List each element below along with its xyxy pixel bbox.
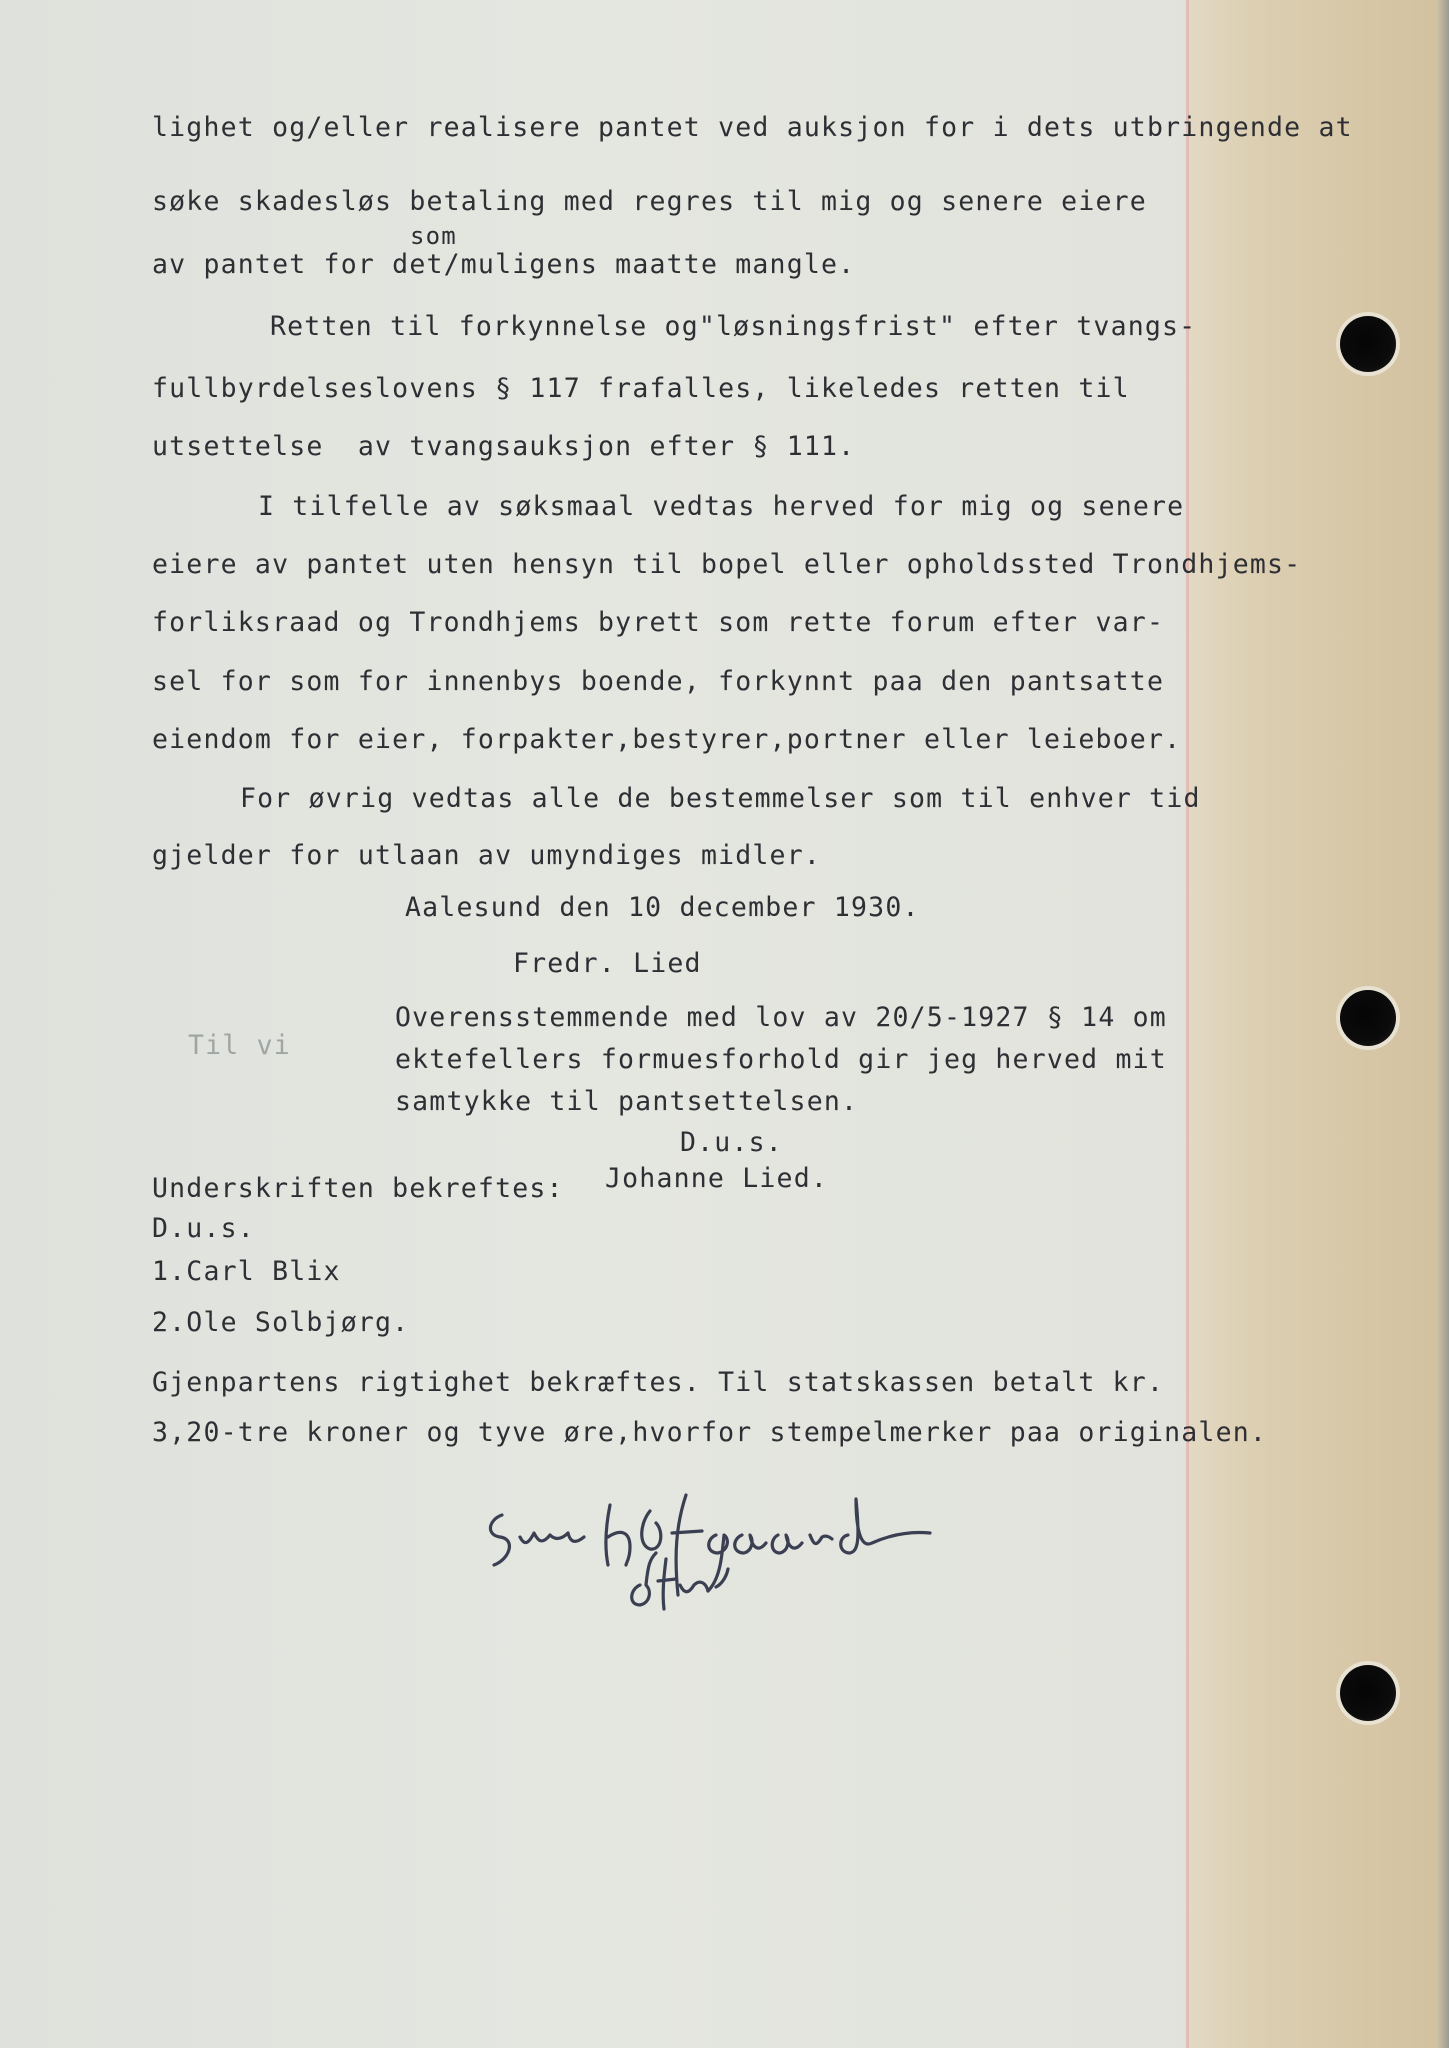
body-line: forliksraad og Trondhjems byrett som rette forum efter var- bbox=[152, 607, 1165, 638]
interlinear-insertion: som bbox=[410, 222, 457, 250]
margin-rule bbox=[1186, 0, 1189, 2048]
witness-line: 2.Ole Solbjørg. bbox=[152, 1307, 410, 1338]
place-date: Aalesund den 10 december 1930. bbox=[405, 892, 920, 923]
body-line: utsettelse av tvangsauksjon efter § 111. bbox=[152, 431, 856, 462]
consent-dus: D.u.s. bbox=[680, 1127, 783, 1158]
body-line: eiendom for eier, forpakter,bestyrer,portner eller leieboer. bbox=[152, 724, 1182, 755]
body-line: fullbyrdelseslovens § 117 frafalles, likeledes retten til bbox=[152, 373, 1130, 404]
witness-heading: Underskriften bekreftes: bbox=[152, 1173, 564, 1204]
body-line: sel for som for innenbys boende, forkynnt paa den pantsatte bbox=[152, 666, 1165, 697]
body-line: Retten til forkynnelse og"løsningsfrist" efter tvangs- bbox=[270, 311, 1197, 342]
page-edge bbox=[1436, 0, 1449, 2048]
certification-line: Gjenpartens rigtighet bekræftes. Til statskassen betalt kr. bbox=[152, 1367, 1165, 1398]
body-line: av pantet for det/muligens maatte mangle. bbox=[152, 249, 856, 280]
consent-line: Overensstemmende med lov av 20/5-1927 § 14 om bbox=[395, 1002, 1167, 1033]
body-line: søke skadesløs betaling med regres til mig og senere eiere bbox=[152, 186, 1147, 217]
consent-line: samtykke til pantsettelsen. bbox=[395, 1086, 859, 1117]
handwritten-signature bbox=[480, 1475, 1000, 1625]
punch-hole-icon bbox=[1340, 990, 1396, 1046]
witness-dus: D.u.s. bbox=[152, 1213, 255, 1244]
consent-line: ektefellers formuesforhold gir jeg herved mit bbox=[395, 1044, 1167, 1075]
witness-line: 1.Carl Blix bbox=[152, 1256, 341, 1287]
signer-name: Fredr. Lied bbox=[513, 948, 702, 979]
body-line: eiere av pantet uten hensyn til bopel eller opholdssted Trondhjems- bbox=[152, 549, 1302, 580]
body-line: For øvrig vedtas alle de bestemmelser som til enhver tid bbox=[240, 783, 1201, 814]
body-line: gjelder for utlaan av umyndiges midler. bbox=[152, 840, 822, 871]
faint-margin-note: Til vi bbox=[188, 1030, 291, 1061]
certification-line: 3,20-tre kroner og tyve øre,hvorfor stempelmerker paa originalen. bbox=[152, 1417, 1268, 1448]
page-margin-strip bbox=[1188, 0, 1449, 2048]
punch-hole-icon bbox=[1340, 316, 1396, 372]
body-line: I tilfelle av søksmaal vedtas herved for mig og senere bbox=[258, 491, 1185, 522]
punch-hole-icon bbox=[1340, 1665, 1396, 1721]
consent-signer: Johanne Lied. bbox=[605, 1163, 829, 1194]
body-line: lighet og/eller realisere pantet ved auksjon for i dets utbringende at bbox=[152, 112, 1353, 143]
